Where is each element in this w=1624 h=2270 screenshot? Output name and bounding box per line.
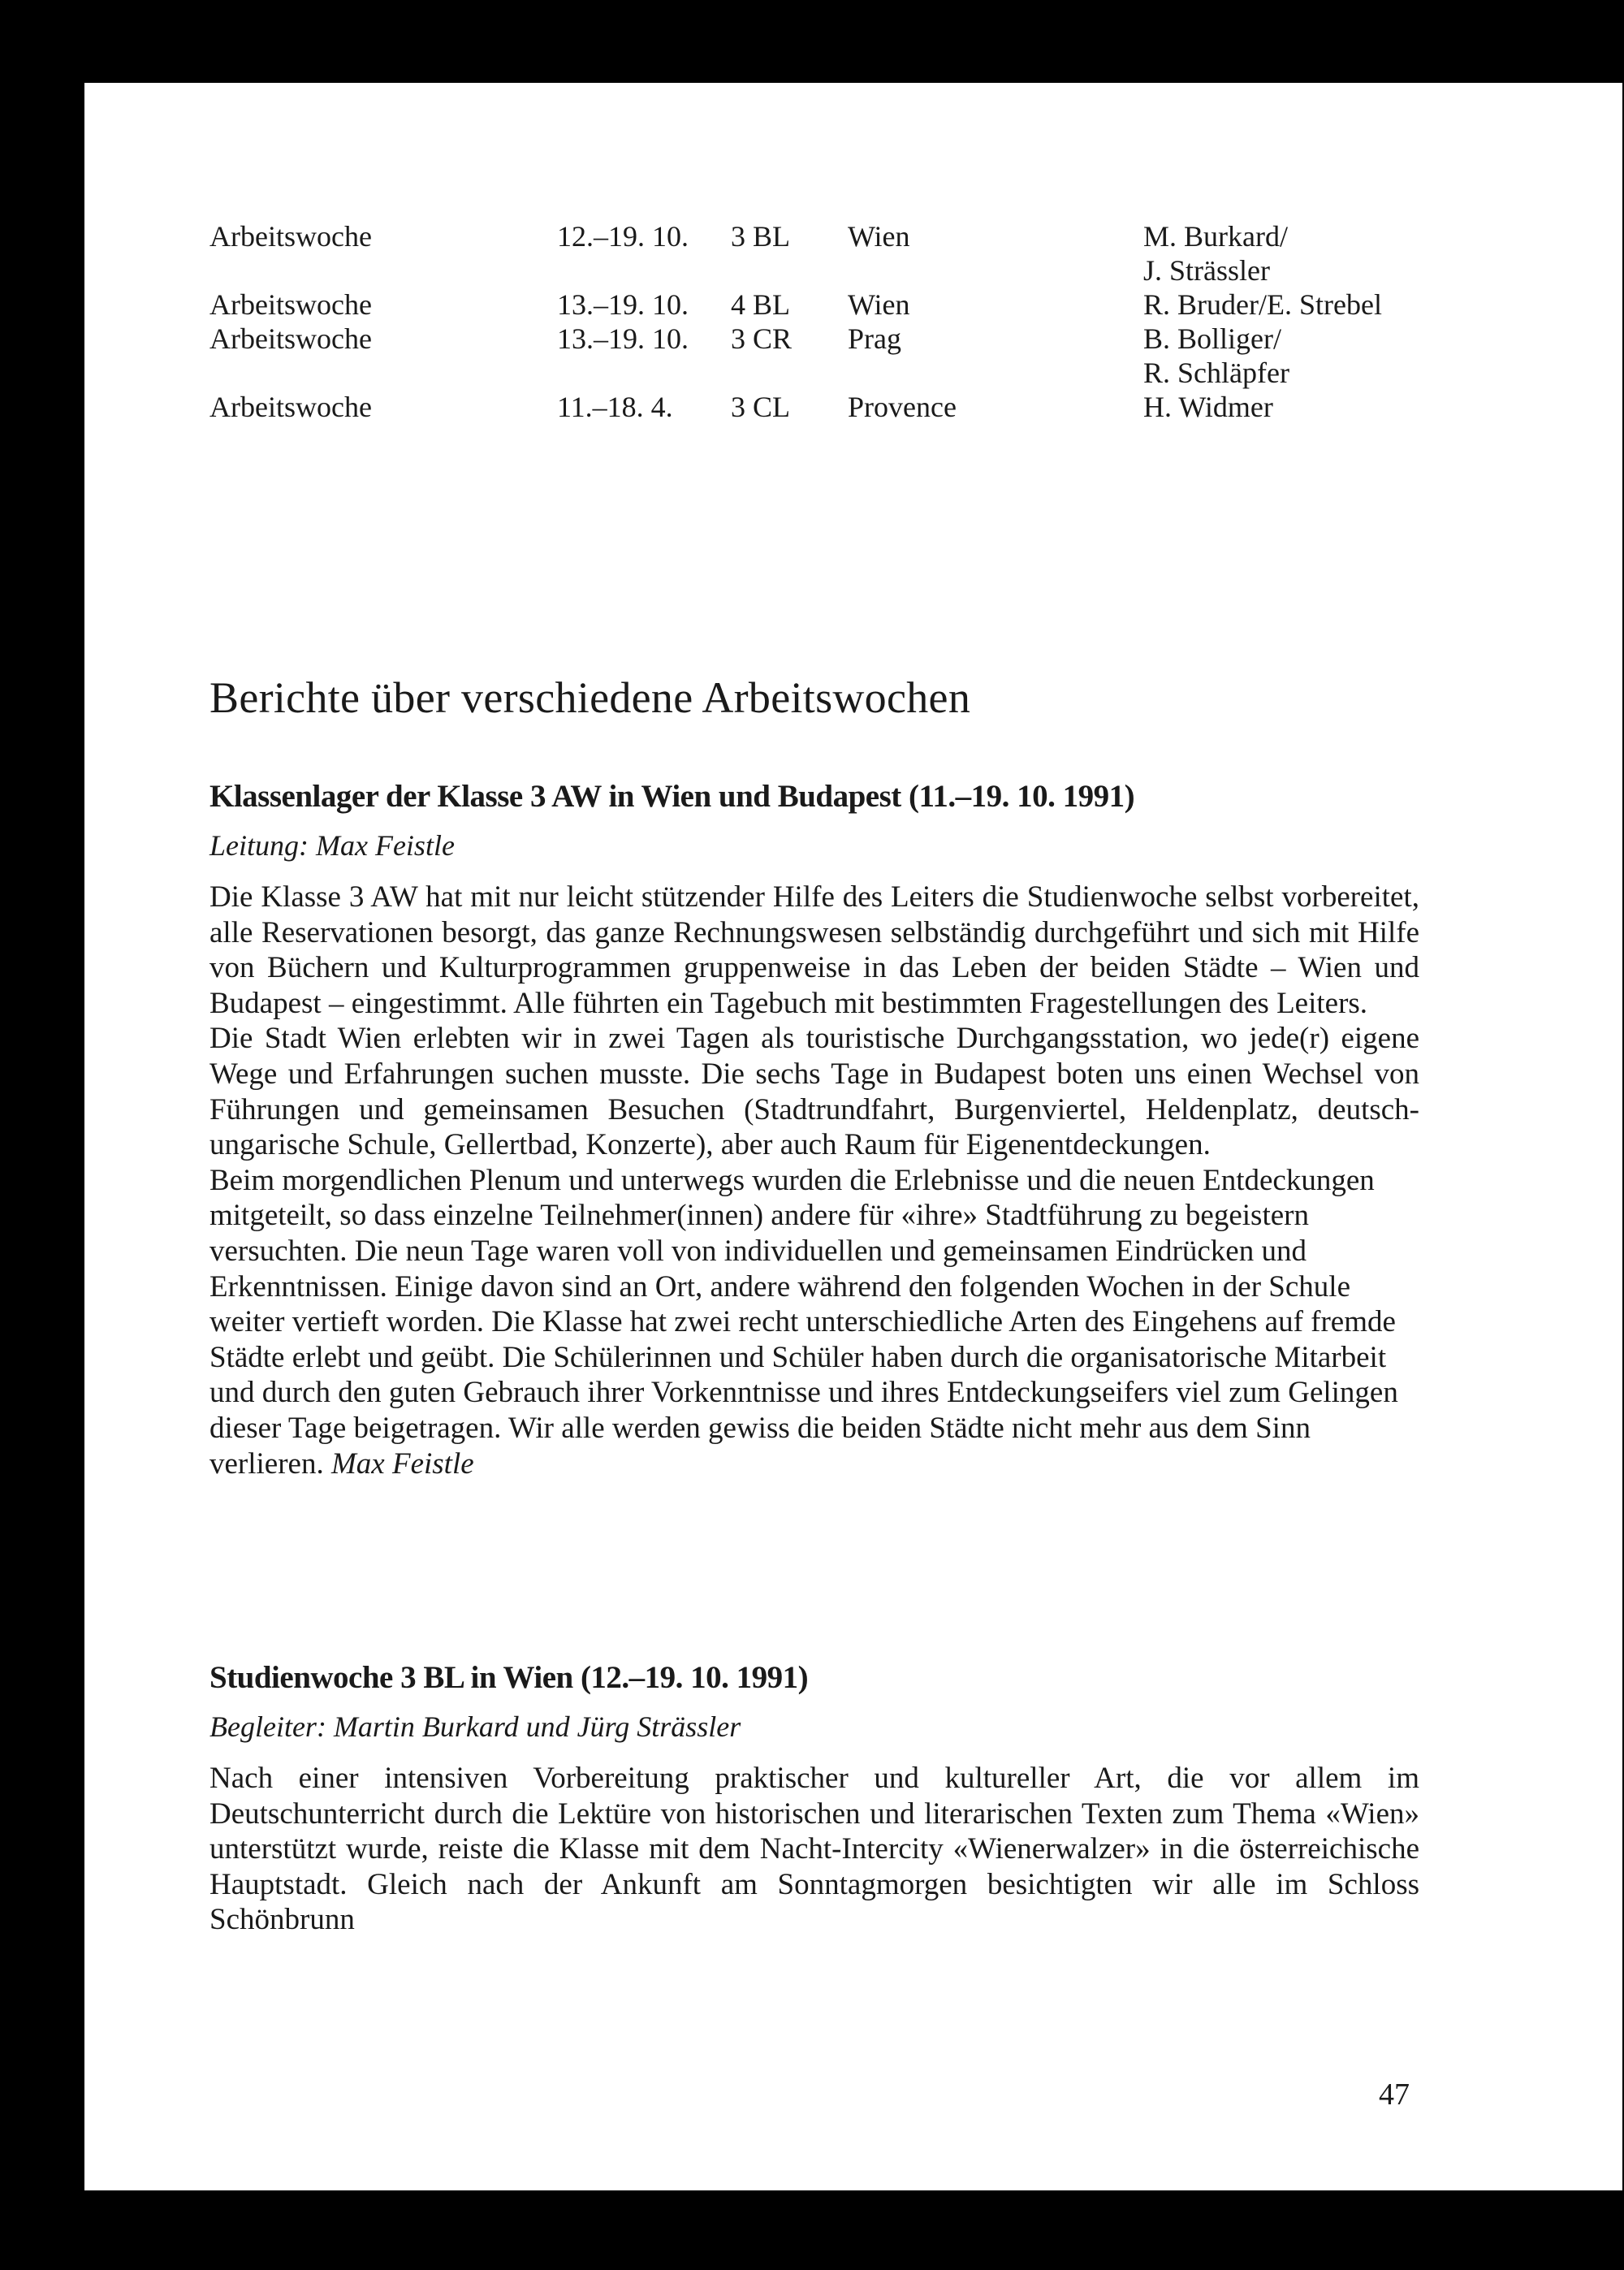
paragraph-text: Beim morgendlichen Plenum und unterwegs wurden die Erlebnisse und die neuen Entdeckungen mitgeteilt, so dass einzelne Teilnehmer(innen) andere für «ihre» Stadtführung zu begeistern versuchten. Die neun Tage waren voll von individuellen und gemeinsamen Eindrücken und Erkenntnissen. Einige davon sind an Ort, andere während den folgenden Wochen in der Schule weiter vertieft worden. Die Klasse hat zwei recht unterschiedliche Arten des Eingehens auf fremde Städte erlebt und geübt. Die Schülerinnen und Schüler haben durch die organisatorische Mitarbeit und durch den guten Gebrauch ihrer Vorkenntnisse und ihres Entdeckungseifers viel zum Gelingen dieser Tage beigetragen. Wir alle werden gewiss die beiden Städte nicht mehr aus dem Sinn verlieren. [209, 1163, 1398, 1481]
report-3bl [209, 1658, 1419, 1938]
date-range: 13.–19. 10. [557, 322, 689, 355]
report-lead: Leitung: Max Feistle [209, 829, 455, 862]
leader: R. Bruder/E. Strebel [1143, 288, 1382, 321]
report-heading: Studienwoche 3 BL in Wien (12.–19. 10. 1991) [209, 1660, 809, 1695]
leader: J. Strässler [1143, 254, 1270, 287]
destination: Wien [848, 288, 910, 321]
leader: B. Bolliger/ [1143, 322, 1281, 355]
class-code: 3 CR [731, 322, 793, 355]
leader: M. Burkard/ [1143, 220, 1288, 253]
destination: Wien [848, 220, 910, 253]
destination: Provence [848, 391, 957, 423]
leader: R. Schläpfer [1143, 357, 1289, 389]
class-code: 3 BL [731, 220, 791, 253]
report-lead: Begleiter: Martin Burkard und Jürg Strässler [209, 1710, 741, 1743]
report-paragraph: Die Stadt Wien erlebten wir in zwei Tagen als touristische Durchgangsstation, wo jede(r) eigene Wege und Erfahrungen suchen musste. Die sechs Tage in Budapest boten uns einen Wechsel von Führungen und gemeinsamen Besuchen (Stadtrundfahrt, Burgenviertel, Heldenplatz, deutsch-ungarische Schule, Gellertbad, Konzerte), aber auch Raum für Eigenentdeckungen. [209, 1022, 1419, 1162]
date-range: 11.–18. 4. [557, 391, 673, 423]
schedule-table [209, 219, 1419, 487]
date-range: 12.–19. 10. [557, 220, 689, 253]
activity-type: Arbeitswoche [209, 322, 372, 355]
destination: Prag [848, 322, 901, 355]
page-number: 47 [1379, 2078, 1410, 2112]
section-title: Berichte über verschiedene Arbeitswochen [209, 673, 971, 722]
date-range: 13.–19. 10. [557, 288, 689, 321]
leader: H. Widmer [1143, 391, 1273, 423]
report-heading: Klassenlager der Klasse 3 AW in Wien und Budapest (11.–19. 10. 1991) [209, 779, 1135, 814]
report-paragraph: Die Klasse 3 AW hat mit nur leicht stützender Hilfe des Leiters die Studienwoche selbst vorbereitet, alle Reservationen besorgt, das ganze Rechnungswesen selbständig durchgeführt und sich mit Hilfe von Büchern und Kulturprogrammen gruppenweise in das Leben der beiden Städte – Wien und Budapest – eingestimmt. Alle führten ein Tagebuch mit bestimmten Fragestellungen des Leiters. [209, 880, 1419, 1020]
activity-type: Arbeitswoche [209, 391, 372, 423]
report-3aw [209, 692, 1419, 1481]
report-paragraph: Nach einer intensiven Vorbereitung praktischer und kultureller Art, die vor allem im Deutschunterricht durch die Lektüre von historischen und literarischen Texten zum Thema «Wien» unterstützt wurde, reiste die Klasse mit dem Nacht-Intercity «Wienerwalzer» in die österreichische Hauptstadt. Gleich nach der Ankunft am Sonntagmorgen besichtigten wir alle im Schloss Schönbrunn [209, 1762, 1419, 1937]
author-signature: Max Feistle [330, 1446, 474, 1481]
report-paragraph [209, 1163, 1419, 1481]
document-page [84, 83, 1622, 2190]
activity-type: Arbeitswoche [209, 220, 372, 253]
activity-type: Arbeitswoche [209, 288, 372, 321]
class-code: 3 CL [731, 391, 791, 423]
class-code: 4 BL [731, 288, 791, 321]
